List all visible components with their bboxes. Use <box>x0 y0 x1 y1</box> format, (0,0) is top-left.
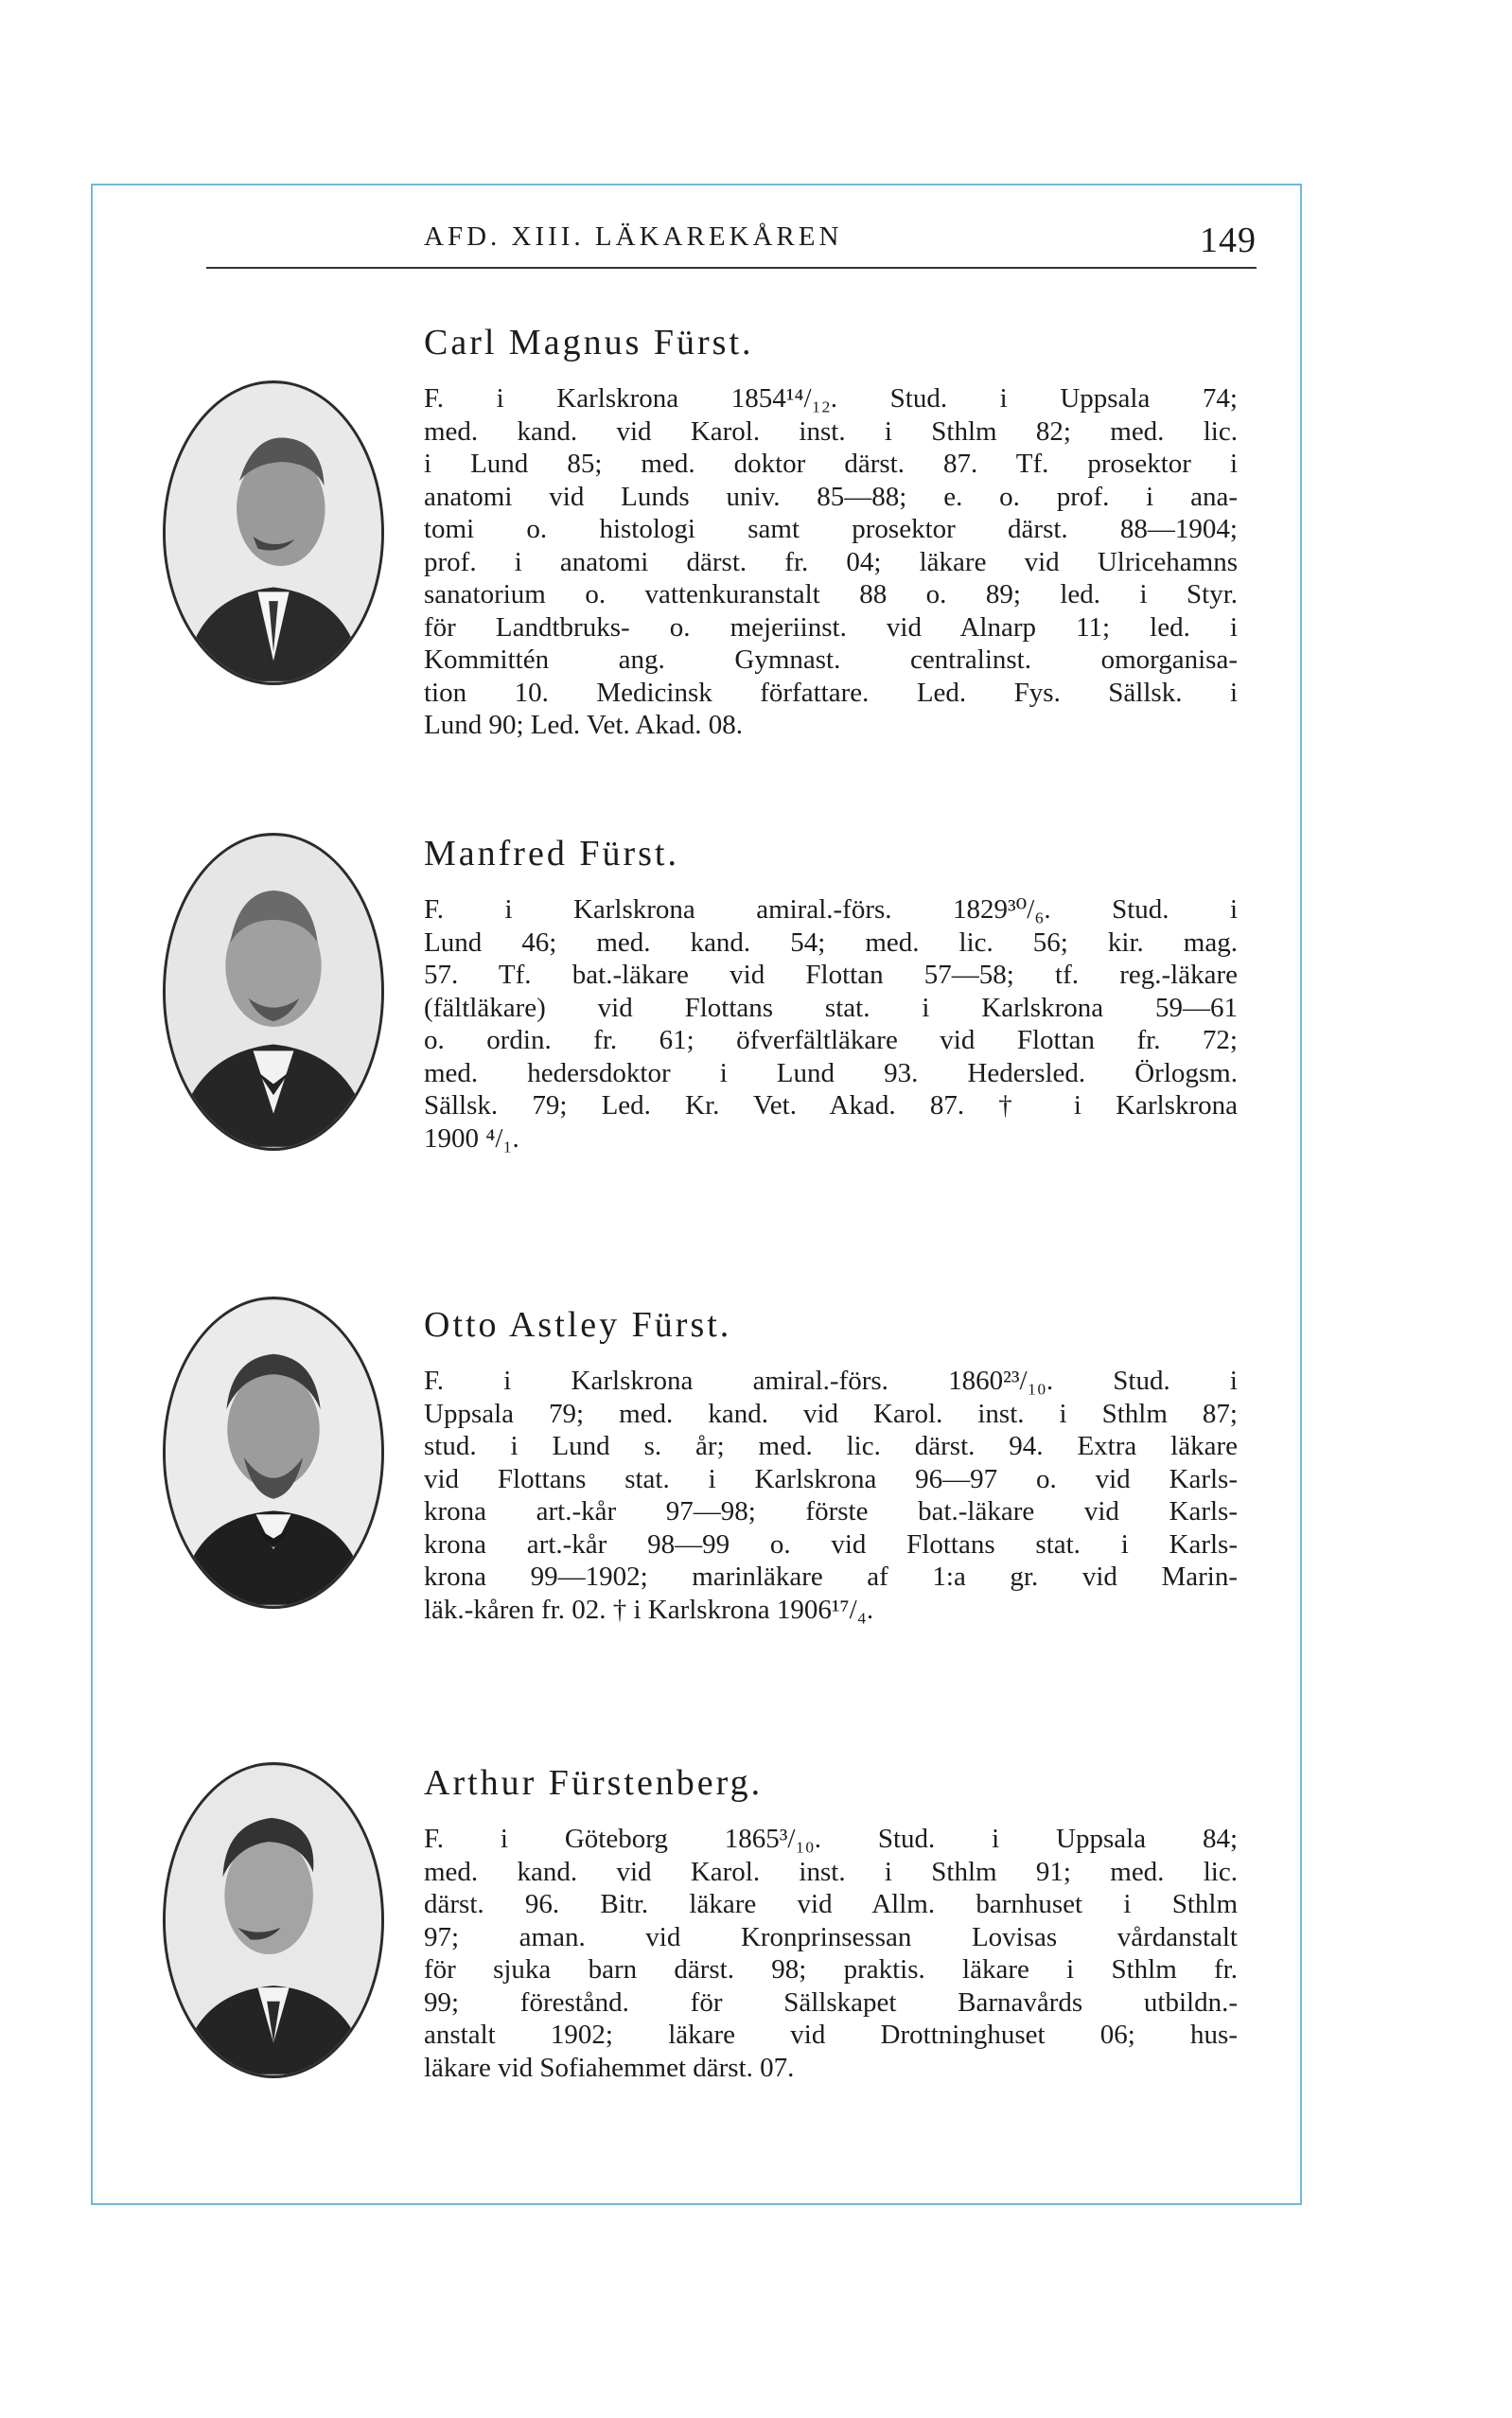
portrait-carl-magnus-furst <box>163 380 384 685</box>
entry-name: Manfred Fürst. <box>424 834 679 874</box>
bio-line: för sjuka barn därst. 98; praktis. läkare i Sthlm fr. <box>424 1954 1238 1985</box>
page-number: 149 <box>1200 221 1257 260</box>
entry-bio <box>424 382 1238 742</box>
bio-line: för Landtbruks- o. mejeriinst. vid Alnarp 11; led. i <box>424 611 1238 643</box>
portrait-arthur-furstenberg <box>163 1762 384 2078</box>
entry-name: Otto Astley Fürst. <box>424 1305 732 1345</box>
entry-bio <box>424 1823 1238 2084</box>
portrait-otto-astley-furst <box>163 1297 384 1609</box>
bio-line: med. kand. vid Karol. inst. i Sthlm 82; med. lic. <box>424 415 1238 447</box>
bio-line: 97; aman. vid Kronprinsessan Lovisas vårdanstalt <box>424 1921 1238 1952</box>
bio-line: krona 99—1902; marinläkare af 1:a gr. vid Marin- <box>424 1562 1238 1592</box>
bio-line: 1900 ⁴/₁. <box>424 1122 519 1154</box>
bio-line: anstalt 1902; läkare vid Drottninghuset 06; hus- <box>424 2020 1238 2050</box>
portrait-image <box>166 383 381 682</box>
entry-name: Arthur Fürstenberg. <box>424 1763 764 1803</box>
page-header <box>206 220 1257 276</box>
bio-line: krona art.-kår 98—99 o. vid Flottans stat. i Karls- <box>424 1528 1238 1560</box>
bio-line: F. i Göteborg 1865³/₁₀. Stud. i Uppsala 84; <box>424 1824 1238 1854</box>
portrait-image <box>166 1765 381 2075</box>
bio-line: anatomi vid Lunds univ. 85—88; e. o. prof. i ana- <box>424 481 1238 512</box>
bio-line: Lund 46; med. kand. 54; med. lic. 56; kir. mag. <box>424 927 1238 958</box>
header-rule <box>206 267 1257 269</box>
bio-line: med. hedersdoktor i Lund 93. Hedersled. Örlogsm. <box>424 1057 1238 1088</box>
bio-line: F. i Karlskrona amiral.-förs. 1860²³/₁₀. Stud. i <box>424 1366 1238 1396</box>
bio-line: F. i Karlskrona amiral.-förs. 1829³⁰/₆. Stud. i <box>424 894 1238 925</box>
bio-line: läk.-kåren fr. 02. † i Karlskrona 1906¹⁷/₄. <box>424 1594 874 1625</box>
portrait-manfred-furst <box>163 833 384 1151</box>
bio-line: Lund 90; Led. Vet. Akad. 08. <box>424 710 743 740</box>
bio-line: 57. Tf. bat.-läkare vid Flottan 57—58; tf. reg.-läkare <box>424 960 1238 990</box>
bio-line: därst. 96. Bitr. läkare vid Allm. barnhuset i Sthlm <box>424 1889 1238 1919</box>
bio-line: tomi o. histologi samt prosektor därst. 88—1904; <box>424 514 1238 544</box>
bio-line: sanatorium o. vattenkuranstalt 88 o. 89; led. i Styr. <box>424 579 1238 609</box>
bio-line: krona art.-kår 97—98; förste bat.-läkare vid Karls- <box>424 1496 1238 1527</box>
bio-line: (fältläkare) vid Flottans stat. i Karlskrona 59—61 <box>424 992 1238 1023</box>
bio-line: Uppsala 79; med. kand. vid Karol. inst. i Sthlm 87; <box>424 1398 1238 1429</box>
bio-line: vid Flottans stat. i Karlskrona 96—97 o. vid Karls- <box>424 1463 1238 1494</box>
running-title: AFD. XIII. LÄKAREKÅREN <box>424 221 843 252</box>
bio-line: i Lund 85; med. doktor därst. 87. Tf. prosektor i <box>424 449 1238 479</box>
portrait-image <box>166 836 381 1148</box>
entry-carl-magnus-furst <box>163 322 1241 740</box>
entry-bio <box>424 1365 1238 1626</box>
entry-bio <box>424 893 1238 1155</box>
entry-manfred-furst <box>163 833 1241 1174</box>
bio-line: o. ordin. fr. 61; öfverfältläkare vid Flottan fr. 72; <box>424 1025 1238 1055</box>
bio-line: tion 10. Medicinsk författare. Led. Fys. Sällsk. i <box>424 677 1238 708</box>
bio-line: 99; förestånd. för Sällskapet Barnavårds utbildn.- <box>424 1986 1238 2018</box>
bio-line: Sällsk. 79; Led. Kr. Vet. Akad. 87. † i Karlskrona <box>424 1090 1238 1121</box>
bio-line: läkare vid Sofiahemmet därst. 07. <box>424 2052 795 2083</box>
bio-line: F. i Karlskrona 1854¹⁴/₁₂. Stud. i Uppsala 74; <box>424 383 1238 414</box>
entry-arthur-furstenberg <box>163 1762 1241 2103</box>
entry-name: Carl Magnus Fürst. <box>424 323 754 362</box>
bio-line: Kommittén ang. Gymnast. centralinst. omorganisa- <box>424 644 1238 675</box>
bio-line: stud. i Lund s. år; med. lic. därst. 94. Extra läkare <box>424 1431 1238 1461</box>
portrait-image <box>166 1299 381 1606</box>
bio-line: med. kand. vid Karol. inst. i Sthlm 91; med. lic. <box>424 1856 1238 1887</box>
bio-line: prof. i anatomi därst. fr. 04; läkare vid Ulricehamns <box>424 546 1238 577</box>
entry-otto-astley-furst <box>163 1304 1241 1645</box>
